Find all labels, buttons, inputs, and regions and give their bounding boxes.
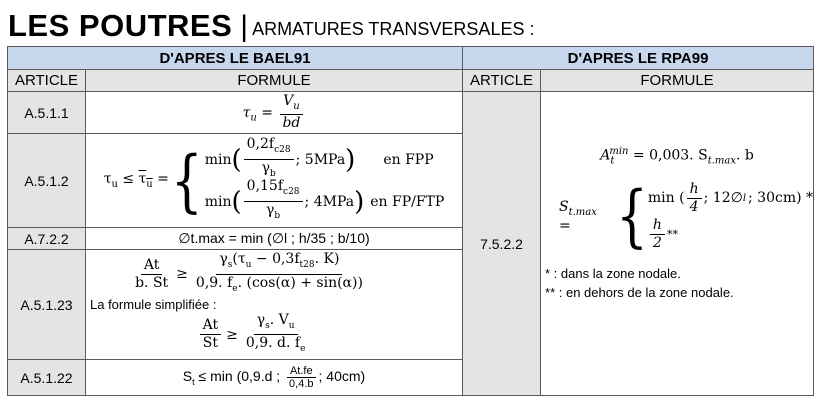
bael-header: D'APRES LE BAEL91	[8, 47, 463, 70]
rpa-st-formula: $S_{t.max}$ = { min ( $\frac{h}{4}$ ; 12∅ l ; 30cm) * $\frac{h}{2}$ **	[559, 177, 814, 256]
bael-col-article: ARTICLE	[8, 70, 86, 92]
rpa-note-nodale: * : dans la zone nodale.	[545, 266, 681, 282]
formula-simplified-label: La formule simplifiée :	[90, 296, 217, 312]
page-title: LES POUTRES	[8, 8, 233, 43]
rpa-amin-formula: $A_t^{min} = 0,003$. $S_{t.max}$. b	[600, 146, 754, 167]
article-a512: A.5.1.2	[8, 134, 86, 228]
article-a511: A.5.1.1	[8, 92, 86, 134]
rpa-col-article: ARTICLE	[463, 70, 541, 92]
rpa-article: 7.5.2.2	[463, 92, 541, 396]
rpa-header: D'APRES LE RPA99	[463, 47, 814, 70]
formula-st-max: $S_t \le \min (0,9.d$ ; $\frac{At.fe}{0,4.b}$ ; 40cm)	[86, 360, 463, 396]
rpa-formula-cell	[541, 92, 814, 396]
formula-tau-u: $\tau_u$ = $\frac{V_u}{bd}$	[86, 92, 463, 134]
bael-col-formule: FORMULE	[86, 70, 463, 92]
formula-phi-t-max: ∅t.max = min (∅l ; h/35 ; b/10)	[86, 228, 463, 250]
formula-tau-u-limit: $\tau_u \le \tau_u$ = { min ( $\frac{0,2f_{c28}}{\gamma_b}$ ; 5MPa ) en FPP min ( $\frac{0,15f_{c28}}{\gamma_b}$ ; 4MPa ) en FP/FTP	[86, 134, 463, 228]
formula-at-st-simplified: $\frac{At}{St}$ ≥ $\frac{\gamma_s. V_u}{0,9. d. f_e}$	[46, 312, 462, 359]
formula-at-st-general: $\frac{At}{b. St}$ ≥ $\frac{\gamma_s(\tau_u - 0,3f_{t28}. K)}{0,9. f_e. (\cos(\alpha) + \sin(\alpha))}$	[135, 250, 363, 294]
article-a5122: A.5.1.22	[8, 360, 86, 396]
article-a5123: A.5.1.23	[8, 250, 86, 360]
formula-at-st	[86, 250, 463, 360]
armatures-table	[7, 46, 814, 396]
article-a722: A.7.2.2	[8, 228, 86, 250]
rpa-note-hors-nodale: ** : en dehors de la zone nodale.	[545, 285, 734, 301]
rpa-col-formule: FORMULE	[541, 70, 814, 92]
page-header	[8, 4, 534, 44]
page-subtitle: ARMATURES TRANSVERSALES :	[252, 19, 535, 39]
title-separator: |	[240, 10, 249, 43]
